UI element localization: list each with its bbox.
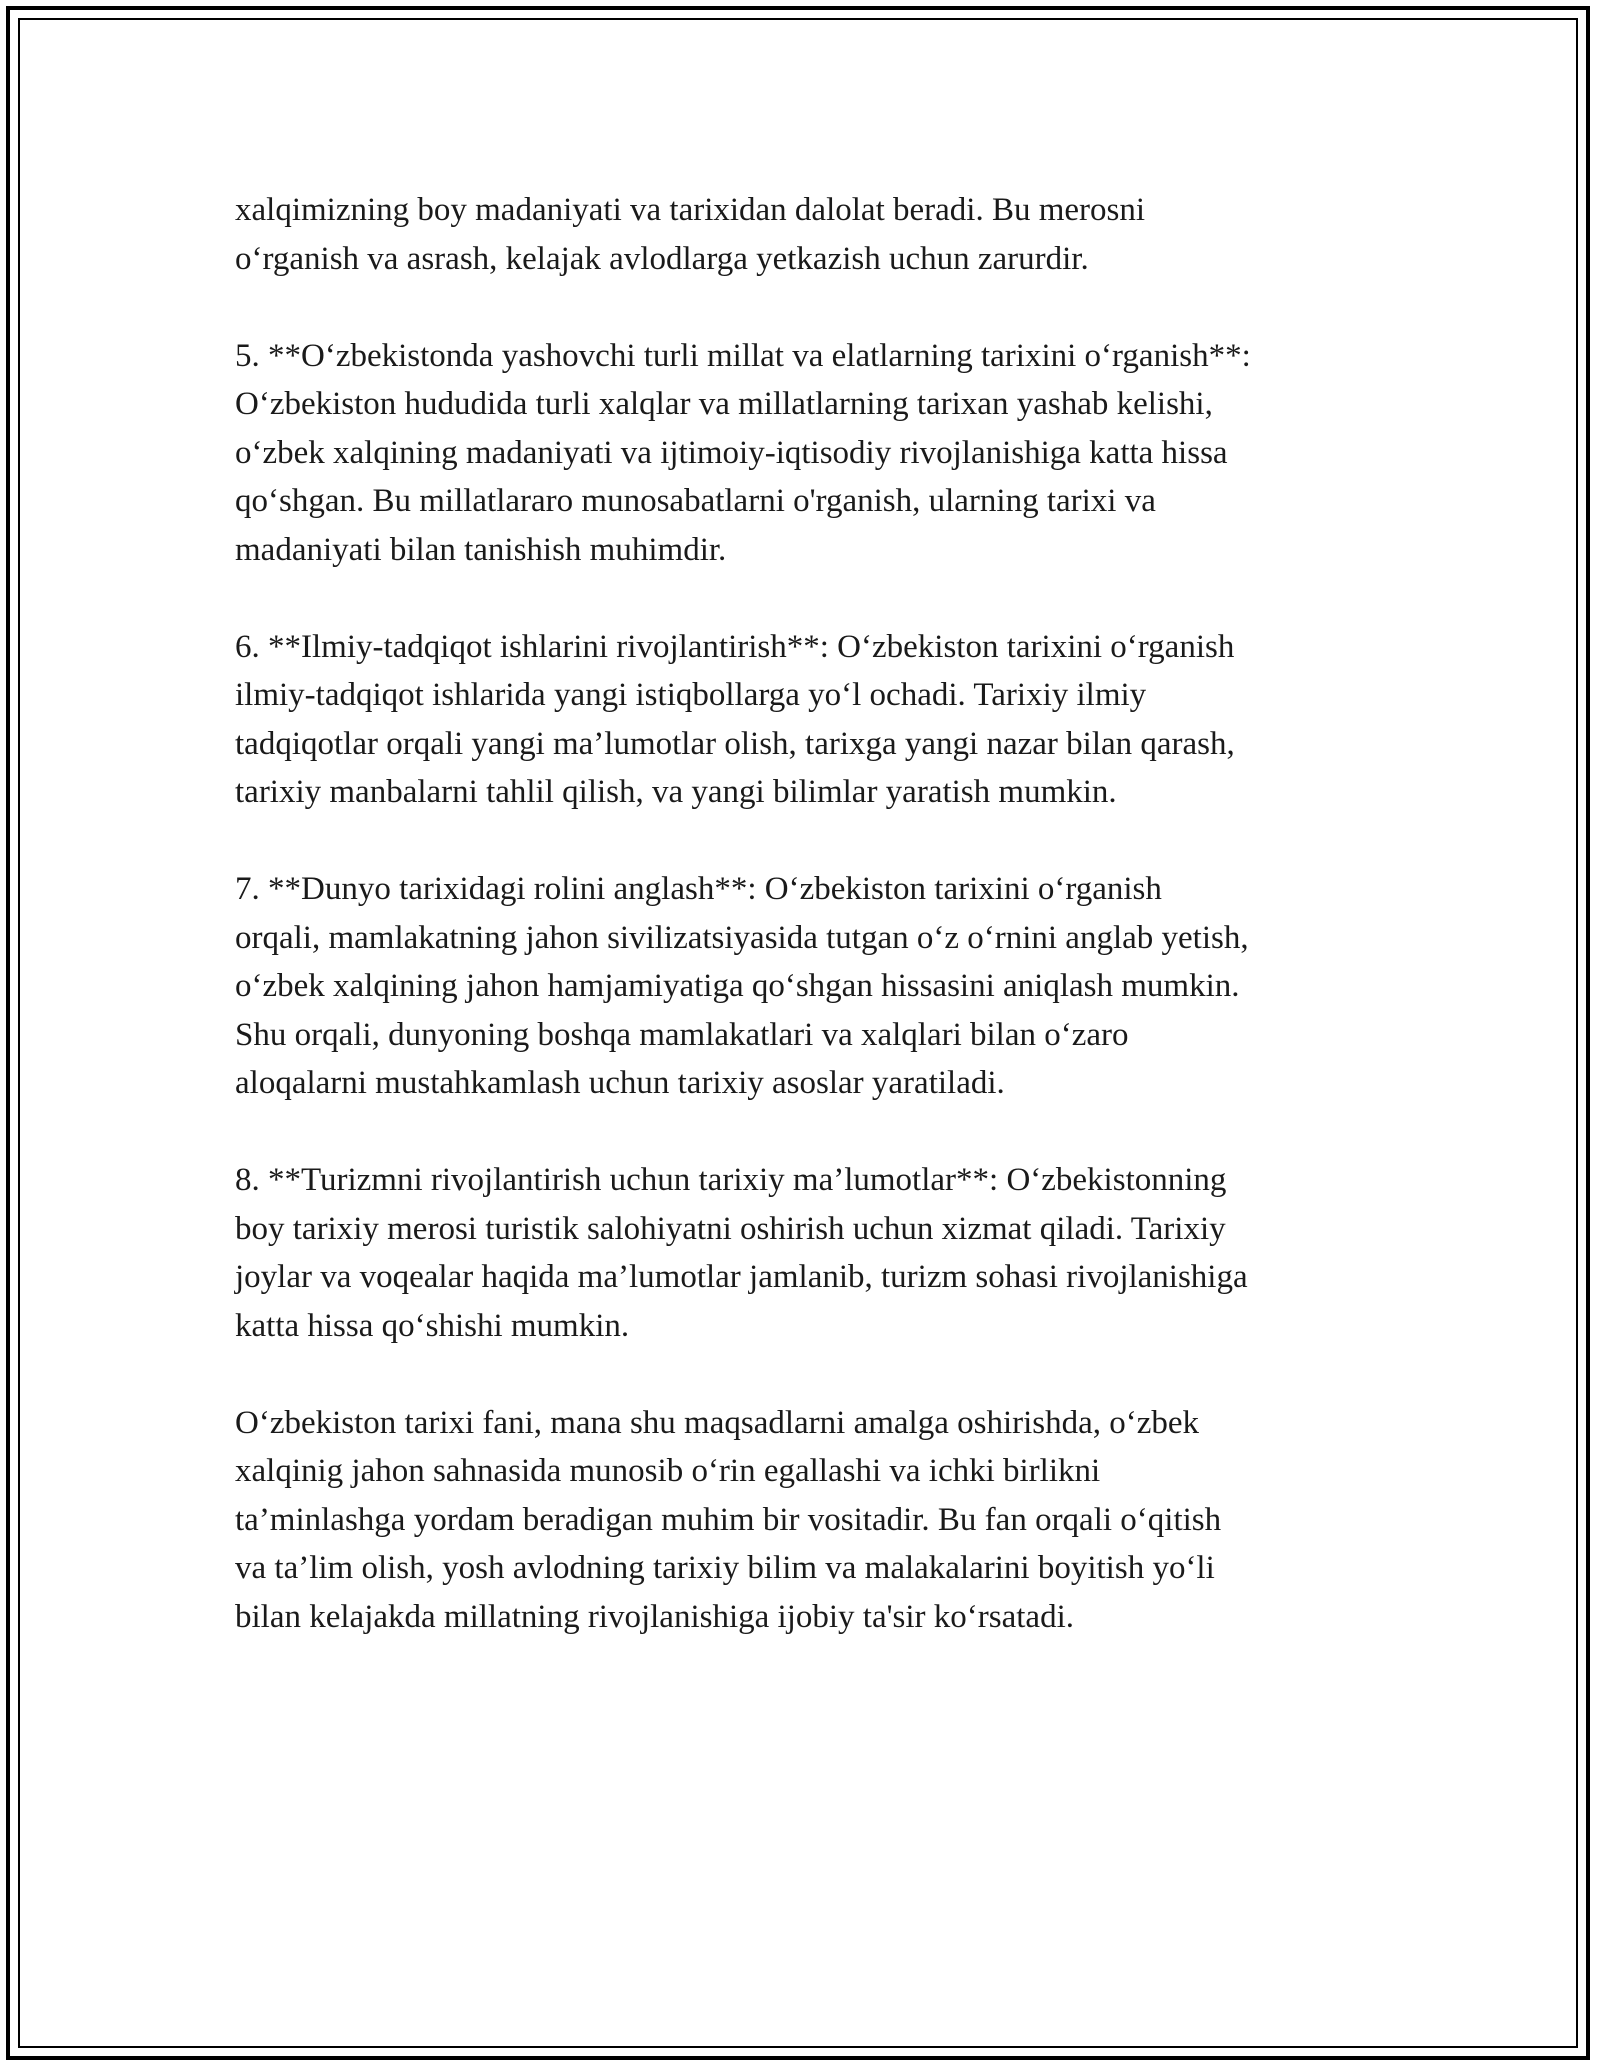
paragraph-conclusion: O‘zbekiston tarixi fani, mana shu maqsadlarni amalga oshirishda, o‘zbek xalqinig jahon sahnasida munosib o‘rin egallashi va ichki birlikni ta’minlashga yordam beradigan muhim bir vosita​dir. Bu fan orqali o‘qitish va ta’lim olish, yosh avlodning tarixiy bilim va malakalarini boyitish yo‘li bilan kelajakda millatning rivojlanishiga ijobiy ta'sir ko‘rsatadi. xyxy=(235,1404,1222,1635)
paragraph-item-6: 6. **Ilmiy-tadqiqot ishlarini rivojlantirish**: O‘zbekiston tarixini o‘rganish ilmiy-tadqiqot ishlarida yangi istiqbollarga yo‘l ochadi. Tarixiy ilmiy tadqiqotlar orqali yangi ma’lumotlar olish, tarixga yangi nazar bilan qarash, tarixiy manbalarni tahlil qilish, va yangi bilimlar yaratish mumkin. xyxy=(235,628,1235,810)
document-body xyxy=(235,186,1385,1641)
paragraph-item-5: 5. **O‘zbekistonda yashovchi turli millat va elatlarning tarixini o‘rganish**: O‘zbekiston hududida turli xalqlar va millatlarning tarixan yashab kelishi, o‘zbek xalqining madaniyati va ijtimoiy-iqtisodiy rivojlanishiga katta hissa qo‘shgan. Bu millatlararo munosabatlarni o'rganish, ularning tarixi va madaniyati bilan tanishish muhimdir. xyxy=(235,337,1251,568)
paragraph-continuation: xalqimizning boy madaniyati va tarixidan dalolat beradi. Bu merosni o‘rganish va asrash, kelajak avlodlarga yetkazish uchun zarurdir. xyxy=(235,192,1146,277)
paragraph-item-8: 8. **Turizmni rivojlantirish uchun tarixiy ma’lumotlar**: O‘zbekistonning boy tarixiy merosi turistik salohiyatni oshirish uchun xizmat qiladi. Tarixiy joylar va voqealar haqida ma’lumotlar jamlanib, turizm sohasi rivojlanishiga katta hissa qo‘shishi mumkin. xyxy=(235,1162,1248,1344)
paragraph-item-7: 7. **Dunyo tarixidagi rolini anglash**: O‘zbekiston tarixini o‘rganish orqali, mamlakatning jahon sivilizatsiyasida tutgan o‘z o‘rnini anglab yetish, o‘zbek xalqining jahon hamjamiyatiga qo‘shgan hissasini aniqlash mumkin. Shu orqali, dunyoning boshqa mamlakatlari va xalqlari bilan o‘zaro aloqalarni mustahkamlash uchun tarixiy asoslar yaratiladi. xyxy=(235,871,1249,1101)
